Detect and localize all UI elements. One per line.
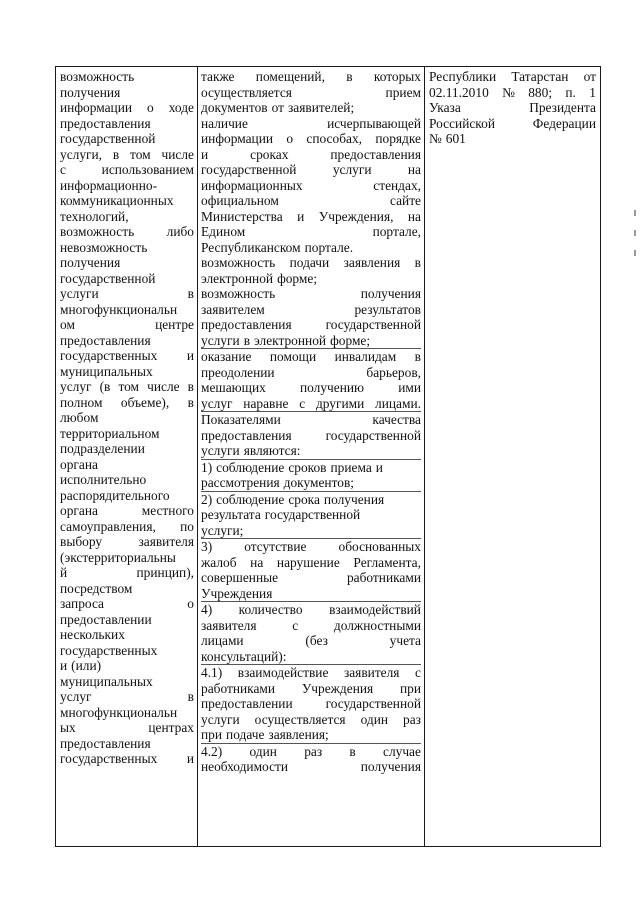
document-table <box>55 66 601 847</box>
text-line: посредством <box>60 580 133 596</box>
indicators-column <box>198 67 425 846</box>
text-line: услуги являются: <box>201 443 301 458</box>
text-line: услуги, в том числе <box>60 146 194 162</box>
text-line: документов от заявителей; <box>201 100 355 115</box>
text-line: возможность подачи заявления в <box>201 255 421 270</box>
text-line: при подаче заявления; <box>201 727 329 742</box>
text-line: Указа Президента <box>429 100 596 115</box>
text-line: муниципальных <box>60 363 153 379</box>
text-line: услуг наравне с другими лицами. <box>201 395 421 411</box>
text-line: рассмотрения документов; <box>201 475 355 490</box>
text-line: органа местного <box>60 503 194 518</box>
legal-basis-column <box>425 67 600 846</box>
text-line: ых центрах <box>60 720 194 735</box>
text-line: оказание помощи инвалидам в <box>201 349 421 364</box>
text-line: и (или) <box>60 658 102 673</box>
text-line: информационных стендах, <box>201 177 421 193</box>
text-line: информации о способах, порядке <box>201 131 421 146</box>
text-line: консультаций): <box>201 648 287 664</box>
text-line: й принцип), <box>60 565 194 580</box>
text-line: лицами (без учета <box>201 633 421 648</box>
text-line: услуги осуществляется один раз <box>201 711 421 727</box>
text-line: муниципальных <box>60 673 153 689</box>
text-line: необходимости получения <box>201 759 421 774</box>
text-line: электронной форме; <box>201 270 318 286</box>
text-line: 1) соблюдение сроков приема и <box>201 459 421 476</box>
text-line: № 601 <box>429 131 466 146</box>
text-line: нескольких <box>60 627 125 642</box>
text-line: невозможность <box>60 239 148 255</box>
criteria-column <box>56 67 198 846</box>
text-line: государственных и <box>60 751 194 766</box>
text-line: исполнительно <box>60 472 147 487</box>
text-line: заявителем результатов <box>201 301 421 317</box>
text-line: жалоб на нарушение Регламента, <box>201 554 421 570</box>
text-line: получения <box>60 255 121 270</box>
text-line: самоуправления, по <box>60 518 194 534</box>
text-line: 4) количество взаимодействий <box>201 602 421 617</box>
text-line: распорядительного <box>60 487 170 503</box>
text-line: предоставлении государственной <box>201 696 421 711</box>
text-line: также помещений, в которых <box>201 69 421 84</box>
text-line: коммуникационных <box>60 193 174 208</box>
text-line: органа <box>60 456 98 472</box>
text-line: услуги в <box>60 286 194 301</box>
text-line: работниками Учреждения при <box>201 680 421 696</box>
text-line: с использованием <box>60 162 194 177</box>
text-line: предоставлении <box>60 611 152 627</box>
text-line: запроса о <box>60 596 194 611</box>
text-line: Республики Татарстан от <box>429 69 596 84</box>
text-line: Едином портале, <box>201 224 421 239</box>
text-line: 2) соблюдение срока получения <box>201 491 421 508</box>
text-line: государственной <box>60 131 156 146</box>
text-line: получения <box>60 84 121 100</box>
text-line: результата государственной <box>201 507 361 522</box>
text-line: территориальном <box>60 425 160 441</box>
scan-edge-marks <box>634 210 636 270</box>
text-line: информации о ходе <box>60 100 194 115</box>
text-line: полном объеме), в <box>60 394 194 410</box>
text-line: информационно- <box>60 177 158 193</box>
text-line: предоставления государственной <box>201 427 421 443</box>
text-line: государственных <box>60 642 158 658</box>
text-line: заявителя с должностными <box>201 617 421 633</box>
text-line: официальном сайте <box>201 193 421 208</box>
text-line: ом центре <box>60 317 194 332</box>
text-line: многофункциональн <box>60 704 178 720</box>
text-line: Показателями качества <box>201 412 421 427</box>
text-line: предоставления <box>60 332 151 348</box>
text-line: государственных и <box>60 348 194 363</box>
text-line: 3) отсутствие обоснованных <box>201 539 421 554</box>
text-line: 4.1) взаимодействие заявителя с <box>201 665 421 680</box>
text-line: услуг в <box>60 689 194 704</box>
text-line: государственной <box>60 270 156 286</box>
text-line: предоставления государственной <box>201 317 421 332</box>
text-line: Министерства и Учреждения, на <box>201 208 421 224</box>
text-line: услуги; <box>201 522 244 538</box>
text-line: предоставления <box>60 115 151 131</box>
text-line: наличие исчерпывающей <box>201 115 421 131</box>
text-line: технологий, <box>60 208 129 224</box>
text-line: выбору заявителя <box>60 534 194 549</box>
text-line: государственной услуги на <box>201 162 421 177</box>
text-line: многофункциональн <box>60 301 178 317</box>
text-line: возможность <box>60 69 135 84</box>
text-line: Учреждения <box>201 585 273 601</box>
text-line: мешающих получению ими <box>201 380 421 395</box>
text-line: Республиканском портале. <box>201 239 354 255</box>
text-line: и сроках предоставления <box>201 146 421 162</box>
text-line: осуществляется прием <box>201 84 421 100</box>
text-line: возможность либо <box>60 224 194 239</box>
text-line: преодолении барьеров, <box>201 364 421 380</box>
text-line: предоставления <box>60 735 151 751</box>
text-line: (экстерриториальны <box>60 549 176 565</box>
text-line: совершенные работниками <box>201 570 421 585</box>
text-line: любом <box>60 410 99 425</box>
text-line: возможность получения <box>201 286 421 301</box>
text-line: услуг (в том числе в <box>60 379 194 394</box>
text-line: услуги в электронной форме; <box>201 332 371 348</box>
text-line: Российской Федерации <box>429 115 596 131</box>
text-line: 4.2) один раз в случае <box>201 743 421 759</box>
text-line: подразделении <box>60 441 145 456</box>
text-line: 02.11.2010 № 880; п. 1 <box>429 84 596 100</box>
